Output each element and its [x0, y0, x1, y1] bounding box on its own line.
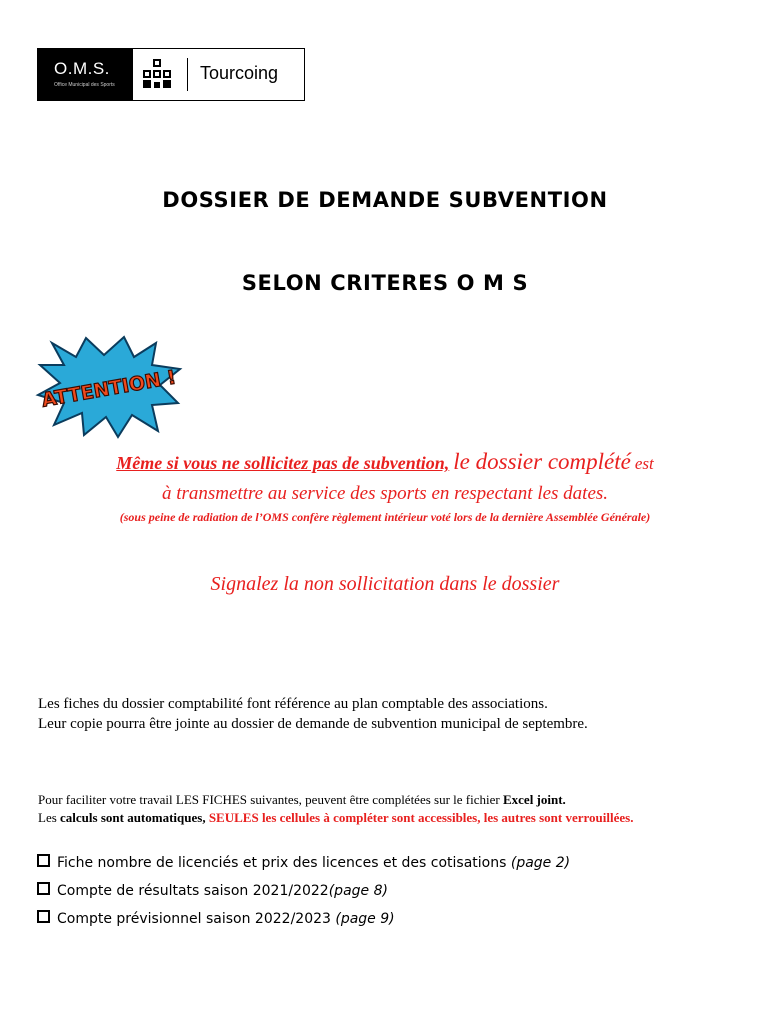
- checklist-text: Compte de résultats saison 2021/2022: [57, 883, 329, 899]
- checklist-item-previsionnel: [37, 909, 570, 937]
- checklist-item-resultats: [37, 881, 570, 909]
- checkbox-icon[interactable]: [37, 854, 50, 867]
- info-line-1: Les fiches du dossier comptabilité font référence au plan comptable des associations.: [38, 696, 548, 712]
- checklist-page: (page 8): [328, 883, 388, 899]
- notice-big: le dossier complété: [453, 449, 631, 474]
- excel-intro: Pour faciliter votre travail LES FICHES suivantes, peuvent être complétées sur le fichier: [38, 792, 503, 807]
- attention-burst-icon: [34, 335, 184, 440]
- notice-small: est: [634, 454, 654, 473]
- oms-logo-block: [38, 49, 133, 100]
- logo-separator: [187, 58, 188, 91]
- excel-calc: calculs sont automatiques,: [60, 810, 206, 825]
- excel-file: Excel joint.: [502, 792, 566, 807]
- excel-les: Les: [38, 810, 61, 825]
- checklist-text: Fiche nombre de licenciés et prix des licences et des cotisations: [57, 855, 511, 871]
- notice-underlined: Même si vous ne sollicitez pas de subvention,: [116, 453, 450, 473]
- checklist-text: Compte prévisionnel saison 2022/2023: [57, 911, 336, 927]
- checklist-page: (page 2): [510, 855, 571, 871]
- tourcoing-emblem-icon: [141, 58, 173, 90]
- checklist-page: (page 9): [335, 911, 395, 927]
- logo-city-name: Tourcoing: [200, 63, 279, 83]
- checkbox-icon[interactable]: [37, 882, 50, 895]
- notice-line-2: à transmettre au service des sports en respectant les dates.: [161, 483, 609, 504]
- info-line-2: Leur copie pourra être jointe au dossier de demande de subvention municipal de septembre.: [38, 716, 588, 732]
- oms-acronym: O.M.S.: [54, 59, 110, 78]
- excel-paragraph: [38, 791, 738, 827]
- excel-red-text: SEULES les cellules à compléter sont accessibles, les autres sont verrouillées.: [205, 810, 634, 825]
- oms-tourcoing-logo: [37, 48, 305, 101]
- checklist: [37, 853, 570, 937]
- notice-line-1: [0, 449, 770, 475]
- notice-line-3: (sous peine de radiation de l’OMS confère règlement intérieur voté lors de la dernière Assemblée Générale): [119, 510, 651, 524]
- checkbox-icon[interactable]: [37, 910, 50, 923]
- attention-text: ATTENTION !: [40, 366, 178, 412]
- oms-subtitle: Office Municipal des Sports: [54, 82, 115, 88]
- signal-message: Signalez la non sollicitation dans le dossier: [210, 573, 560, 595]
- document-title: DOSSIER DE DEMANDE SUBVENTION: [162, 188, 608, 212]
- checklist-item-licences: [37, 853, 570, 881]
- document-subtitle: SELON CRITERES O M S: [241, 271, 529, 295]
